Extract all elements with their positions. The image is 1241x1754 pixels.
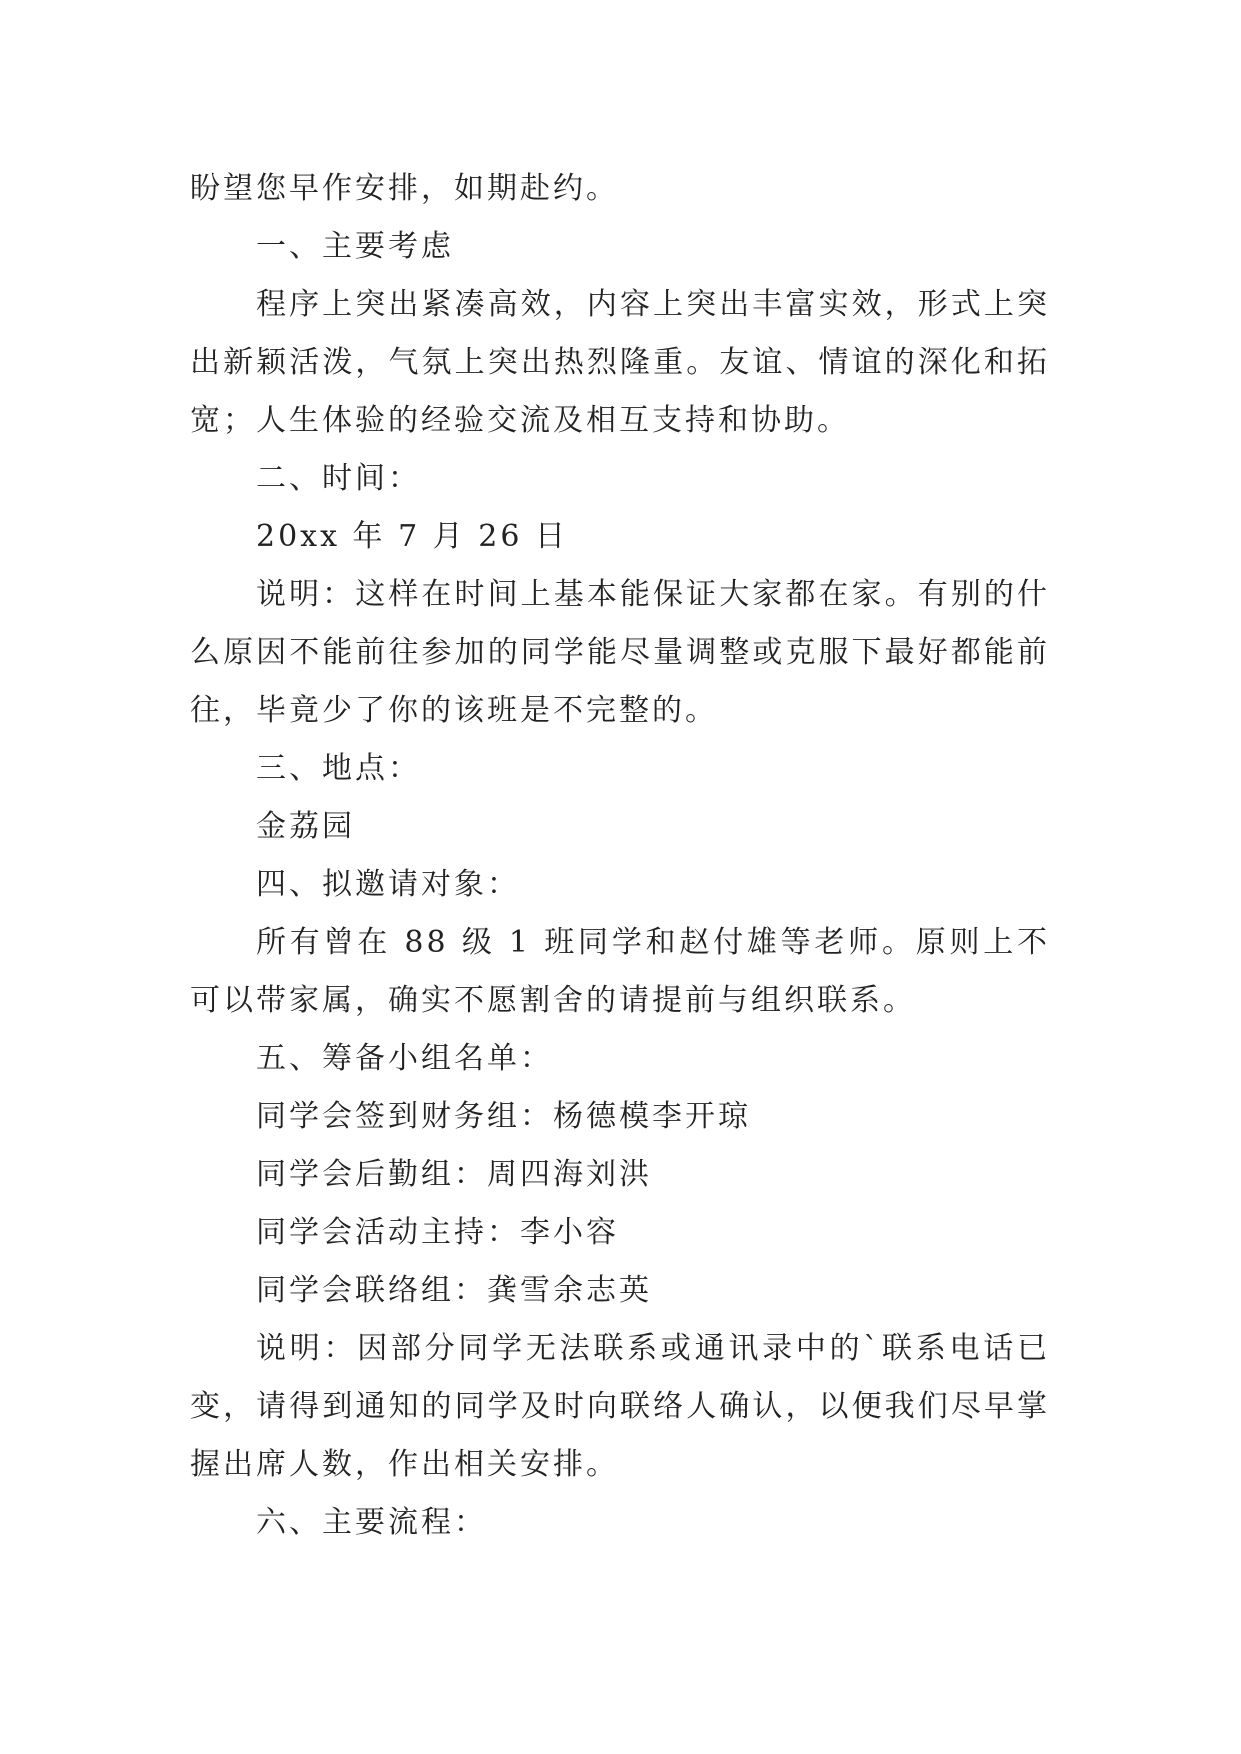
invitees-paragraph: 所有曾在 88 级 1 班同学和赵付雄等老师。原则上不可以带家属，确实不愿割舍的请提前与组织联系。 xyxy=(190,925,1050,1018)
document-body xyxy=(190,160,1050,1552)
section-heading-process: 六、主要流程： xyxy=(256,1505,487,1540)
committee-item: 同学会活动主持：李小容 xyxy=(256,1215,619,1250)
committee-item: 同学会签到财务组：杨德模李开琼 xyxy=(256,1099,751,1134)
time-note-paragraph: 说明：这样在时间上基本能保证大家都在家。有别的什么原因不能前往参加的同学能尽量调整或克服下最好都能前往，毕竟少了你的该班是不完整的。 xyxy=(190,577,1050,728)
section-heading-location: 三、地点： xyxy=(256,751,421,786)
section-heading-committee: 五、筹备小组名单： xyxy=(256,1041,553,1076)
closing-line: 盼望您早作安排，如期赴约。 xyxy=(190,171,619,206)
considerations-paragraph: 程序上突出紧凑高效，内容上突出丰富实效，形式上突出新颖活泼，气氛上突出热烈隆重。友谊、情谊的深化和拓宽；人生体验的经验交流及相互支持和协助。 xyxy=(190,287,1050,438)
section-heading-considerations: 一、主要考虑 xyxy=(256,229,454,264)
section-heading-invitees: 四、拟邀请对象： xyxy=(256,867,520,902)
event-date: 20xx 年 7 月 26 日 xyxy=(256,519,568,554)
committee-item: 同学会后勤组：周四海刘洪 xyxy=(256,1157,652,1192)
committee-item: 同学会联络组：龚雪余志英 xyxy=(256,1273,652,1308)
section-heading-time: 二、时间： xyxy=(256,461,421,496)
contact-note-paragraph: 说明：因部分同学无法联系或通讯录中的`联系电话已变，请得到通知的同学及时向联络人确认，以便我们尽早掌握出席人数，作出相关安排。 xyxy=(190,1331,1050,1482)
location-value: 金荔园 xyxy=(256,809,355,844)
